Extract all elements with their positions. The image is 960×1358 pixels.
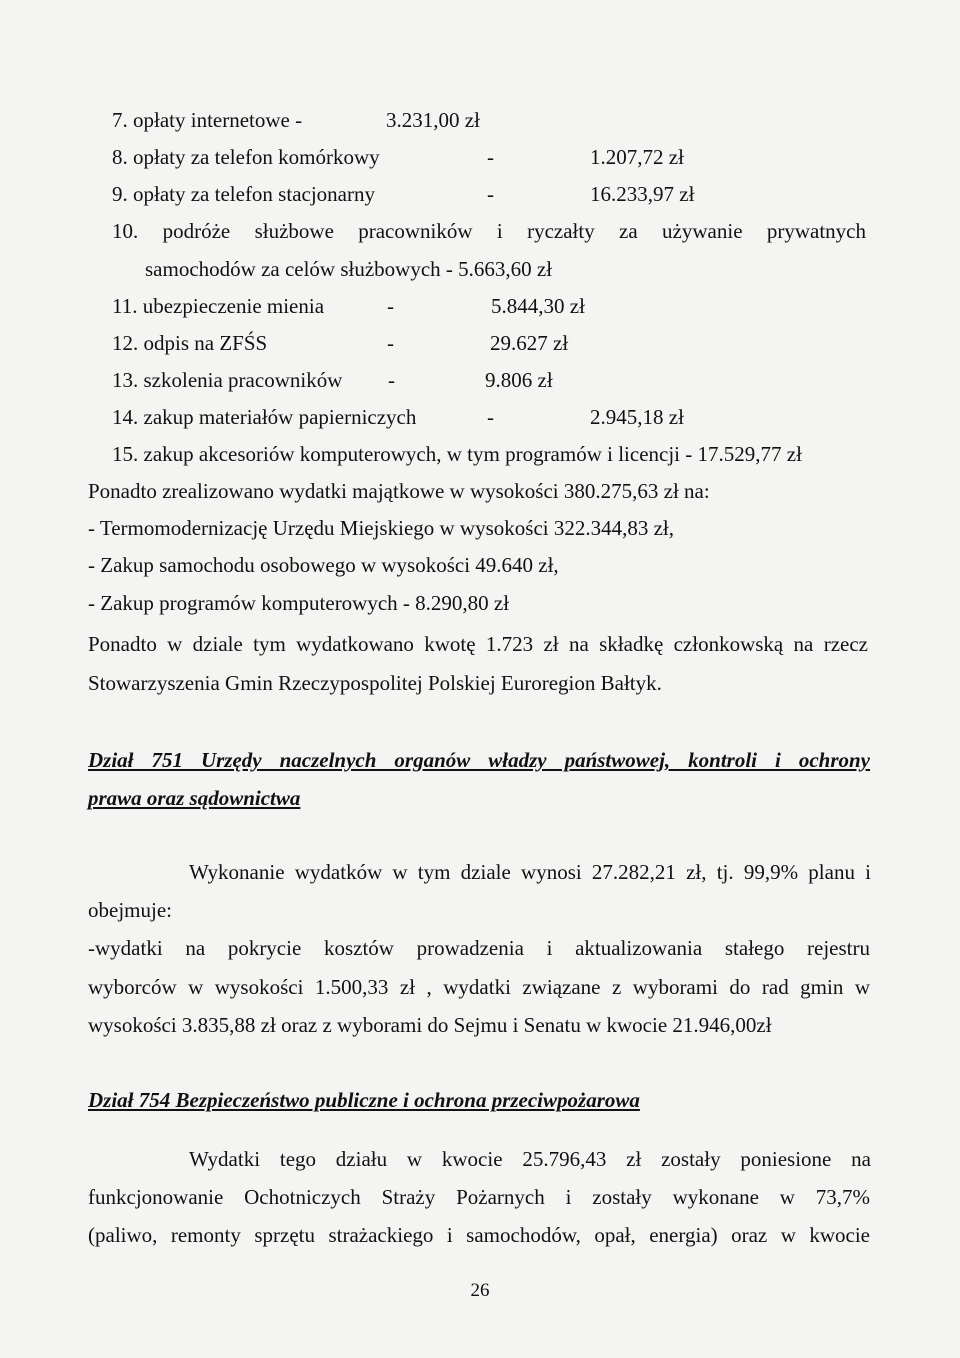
list-item-dash: - (487, 405, 494, 429)
list-item-label: 14. zakup materiałów papierniczych (112, 405, 417, 429)
investment-bullet: - Zakup programów komputerowych - 8.290,80 zł (88, 591, 510, 615)
list-item-8 (112, 144, 684, 170)
list-item-amount: 1.207,72 zł (590, 145, 684, 169)
list-item-label: 8. opłaty za telefon komórkowy (112, 145, 380, 169)
investment-bullet: - Termomodernizację Urzędu Miejskiego w wysokości 322.344,83 zł, (88, 516, 675, 540)
list-item-label: 11. ubezpieczenie mienia (112, 294, 325, 318)
list-item-9 (112, 181, 695, 207)
section-751-paragraph: wysokości 3.835,88 zł oraz z wyborami do Sejmu i Senatu w kwocie 21.946,00zł (88, 1013, 772, 1037)
list-item-amount: 2.945,18 zł (590, 405, 684, 429)
list-item-10-line2: samochodów za celów służbowych - 5.663,60 zł (145, 257, 553, 281)
list-item-12 (112, 330, 569, 356)
list-item-dash: - (388, 368, 395, 392)
list-item-amount: 5.844,30 zł (491, 294, 585, 318)
list-item-15: 15. zakup akcesoriów komputerowych, w tym programów i licencji - 17.529,77 zł (112, 442, 802, 466)
list-item-label: 12. odpis na ZFŚS (112, 331, 268, 355)
list-item-14 (112, 404, 684, 430)
list-item-amount: 9.806 zł (485, 368, 553, 392)
list-item-dash: - (387, 294, 394, 318)
list-item-11 (112, 293, 585, 319)
section-751-paragraph: Wykonanie wydatków w tym dziale wynosi 27.282,21 zł, tj. 99,9% planu i (189, 860, 871, 884)
section-751-heading: Dział 751 Urzędy naczelnych organów władzy państwowej, kontroli i ochrony (88, 748, 870, 772)
section-754-heading: Dział 754 Bezpieczeństwo publiczne i ochrona przeciwpożarowa (88, 1088, 640, 1112)
list-item-amount: 16.233,97 zł (590, 182, 695, 206)
investments-intro: Ponadto zrealizowano wydatki majątkowe w wysokości 380.275,63 zł na: (88, 479, 710, 503)
list-item-dash: - (487, 182, 494, 206)
list-item-7 (112, 107, 480, 133)
membership-line2: Stowarzyszenia Gmin Rzeczypospolitej Polskiej Euroregion Bałtyk. (88, 671, 662, 695)
list-item-label: 9. opłaty za telefon stacjonarny (112, 182, 375, 206)
section-751-paragraph: -wydatki na pokrycie kosztów prowadzenia i aktualizowania stałego rejestru (88, 936, 870, 960)
list-item-label: 7. opłaty internetowe - (112, 108, 303, 132)
investment-bullet: - Zakup samochodu osobowego w wysokości 49.640 zł, (88, 553, 559, 577)
section-751-paragraph: wyborców w wysokości 1.500,33 zł , wydatki związane z wyborami do rad gmin w (88, 975, 870, 999)
section-754-paragraph: Wydatki tego działu w kwocie 25.796,43 zł zostały poniesione na (189, 1147, 871, 1171)
list-item-13 (112, 367, 553, 393)
page-number: 26 (470, 1280, 490, 1301)
list-item-amount: 3.231,00 zł (386, 108, 480, 132)
list-item-dash: - (487, 145, 494, 169)
membership-line1: Ponadto w dziale tym wydatkowano kwotę 1.723 zł na składkę członkowską na rzecz (88, 632, 868, 656)
list-item-10-line1: 10. podróże służbowe pracowników i ryczałty za używanie prywatnych (112, 219, 866, 243)
list-item-dash: - (387, 331, 394, 355)
section-754-paragraph: (paliwo, remonty sprzętu strażackiego i samochodów, opał, energia) oraz w kwocie (88, 1223, 870, 1247)
list-item-amount: 29.627 zł (490, 331, 569, 355)
section-751-heading-cont: prawa oraz sądownictwa (88, 786, 301, 810)
section-754-paragraph: funkcjonowanie Ochotniczych Straży Pożarnych i zostały wykonane w 73,7% (88, 1185, 870, 1209)
list-item-label: 13. szkolenia pracowników (112, 368, 343, 392)
section-751-paragraph: obejmuje: (88, 898, 172, 922)
